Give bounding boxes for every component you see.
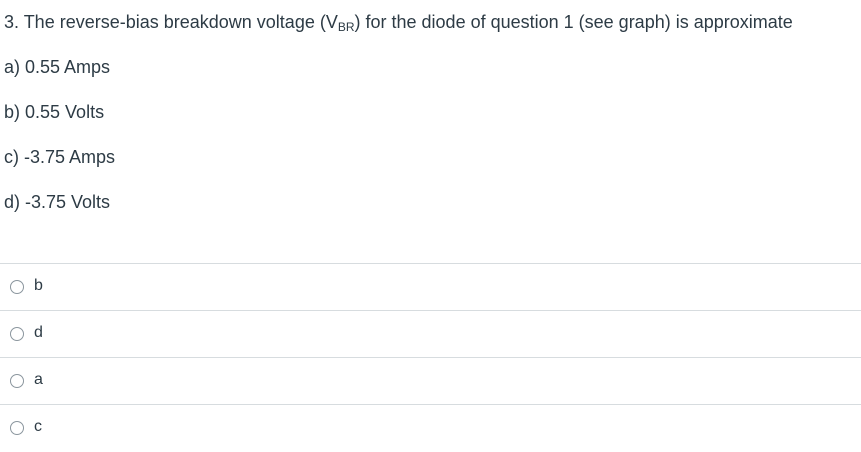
answer-option[interactable] — [0, 357, 861, 404]
question-text-prefix: 3. The reverse-bias breakdown voltage (V — [4, 12, 338, 32]
answer-option-label[interactable]: b — [34, 277, 43, 294]
radio-button[interactable] — [10, 421, 24, 435]
radio-button[interactable] — [10, 374, 24, 388]
question-text — [4, 10, 861, 34]
answer-option-label[interactable]: c — [34, 418, 42, 435]
choice-text-a: a) 0.55 Amps — [4, 57, 111, 77]
choice-text-d: d) -3.75 Volts — [4, 192, 111, 212]
answer-options — [0, 263, 861, 451]
answer-option-label[interactable]: a — [34, 371, 43, 388]
question-text-subscript: BR — [337, 20, 355, 34]
answer-option[interactable] — [0, 263, 861, 310]
choice-text-c: c) -3.75 Amps — [4, 147, 116, 167]
choice-text-b: b) 0.55 Volts — [4, 102, 105, 122]
answer-option[interactable] — [0, 310, 861, 357]
radio-button[interactable] — [10, 327, 24, 341]
question-text-suffix: ) for the diode of question 1 (see graph) is approximate — [354, 12, 793, 32]
answer-option[interactable] — [0, 404, 861, 451]
answer-option-label[interactable]: d — [34, 324, 43, 341]
radio-button[interactable] — [10, 280, 24, 294]
